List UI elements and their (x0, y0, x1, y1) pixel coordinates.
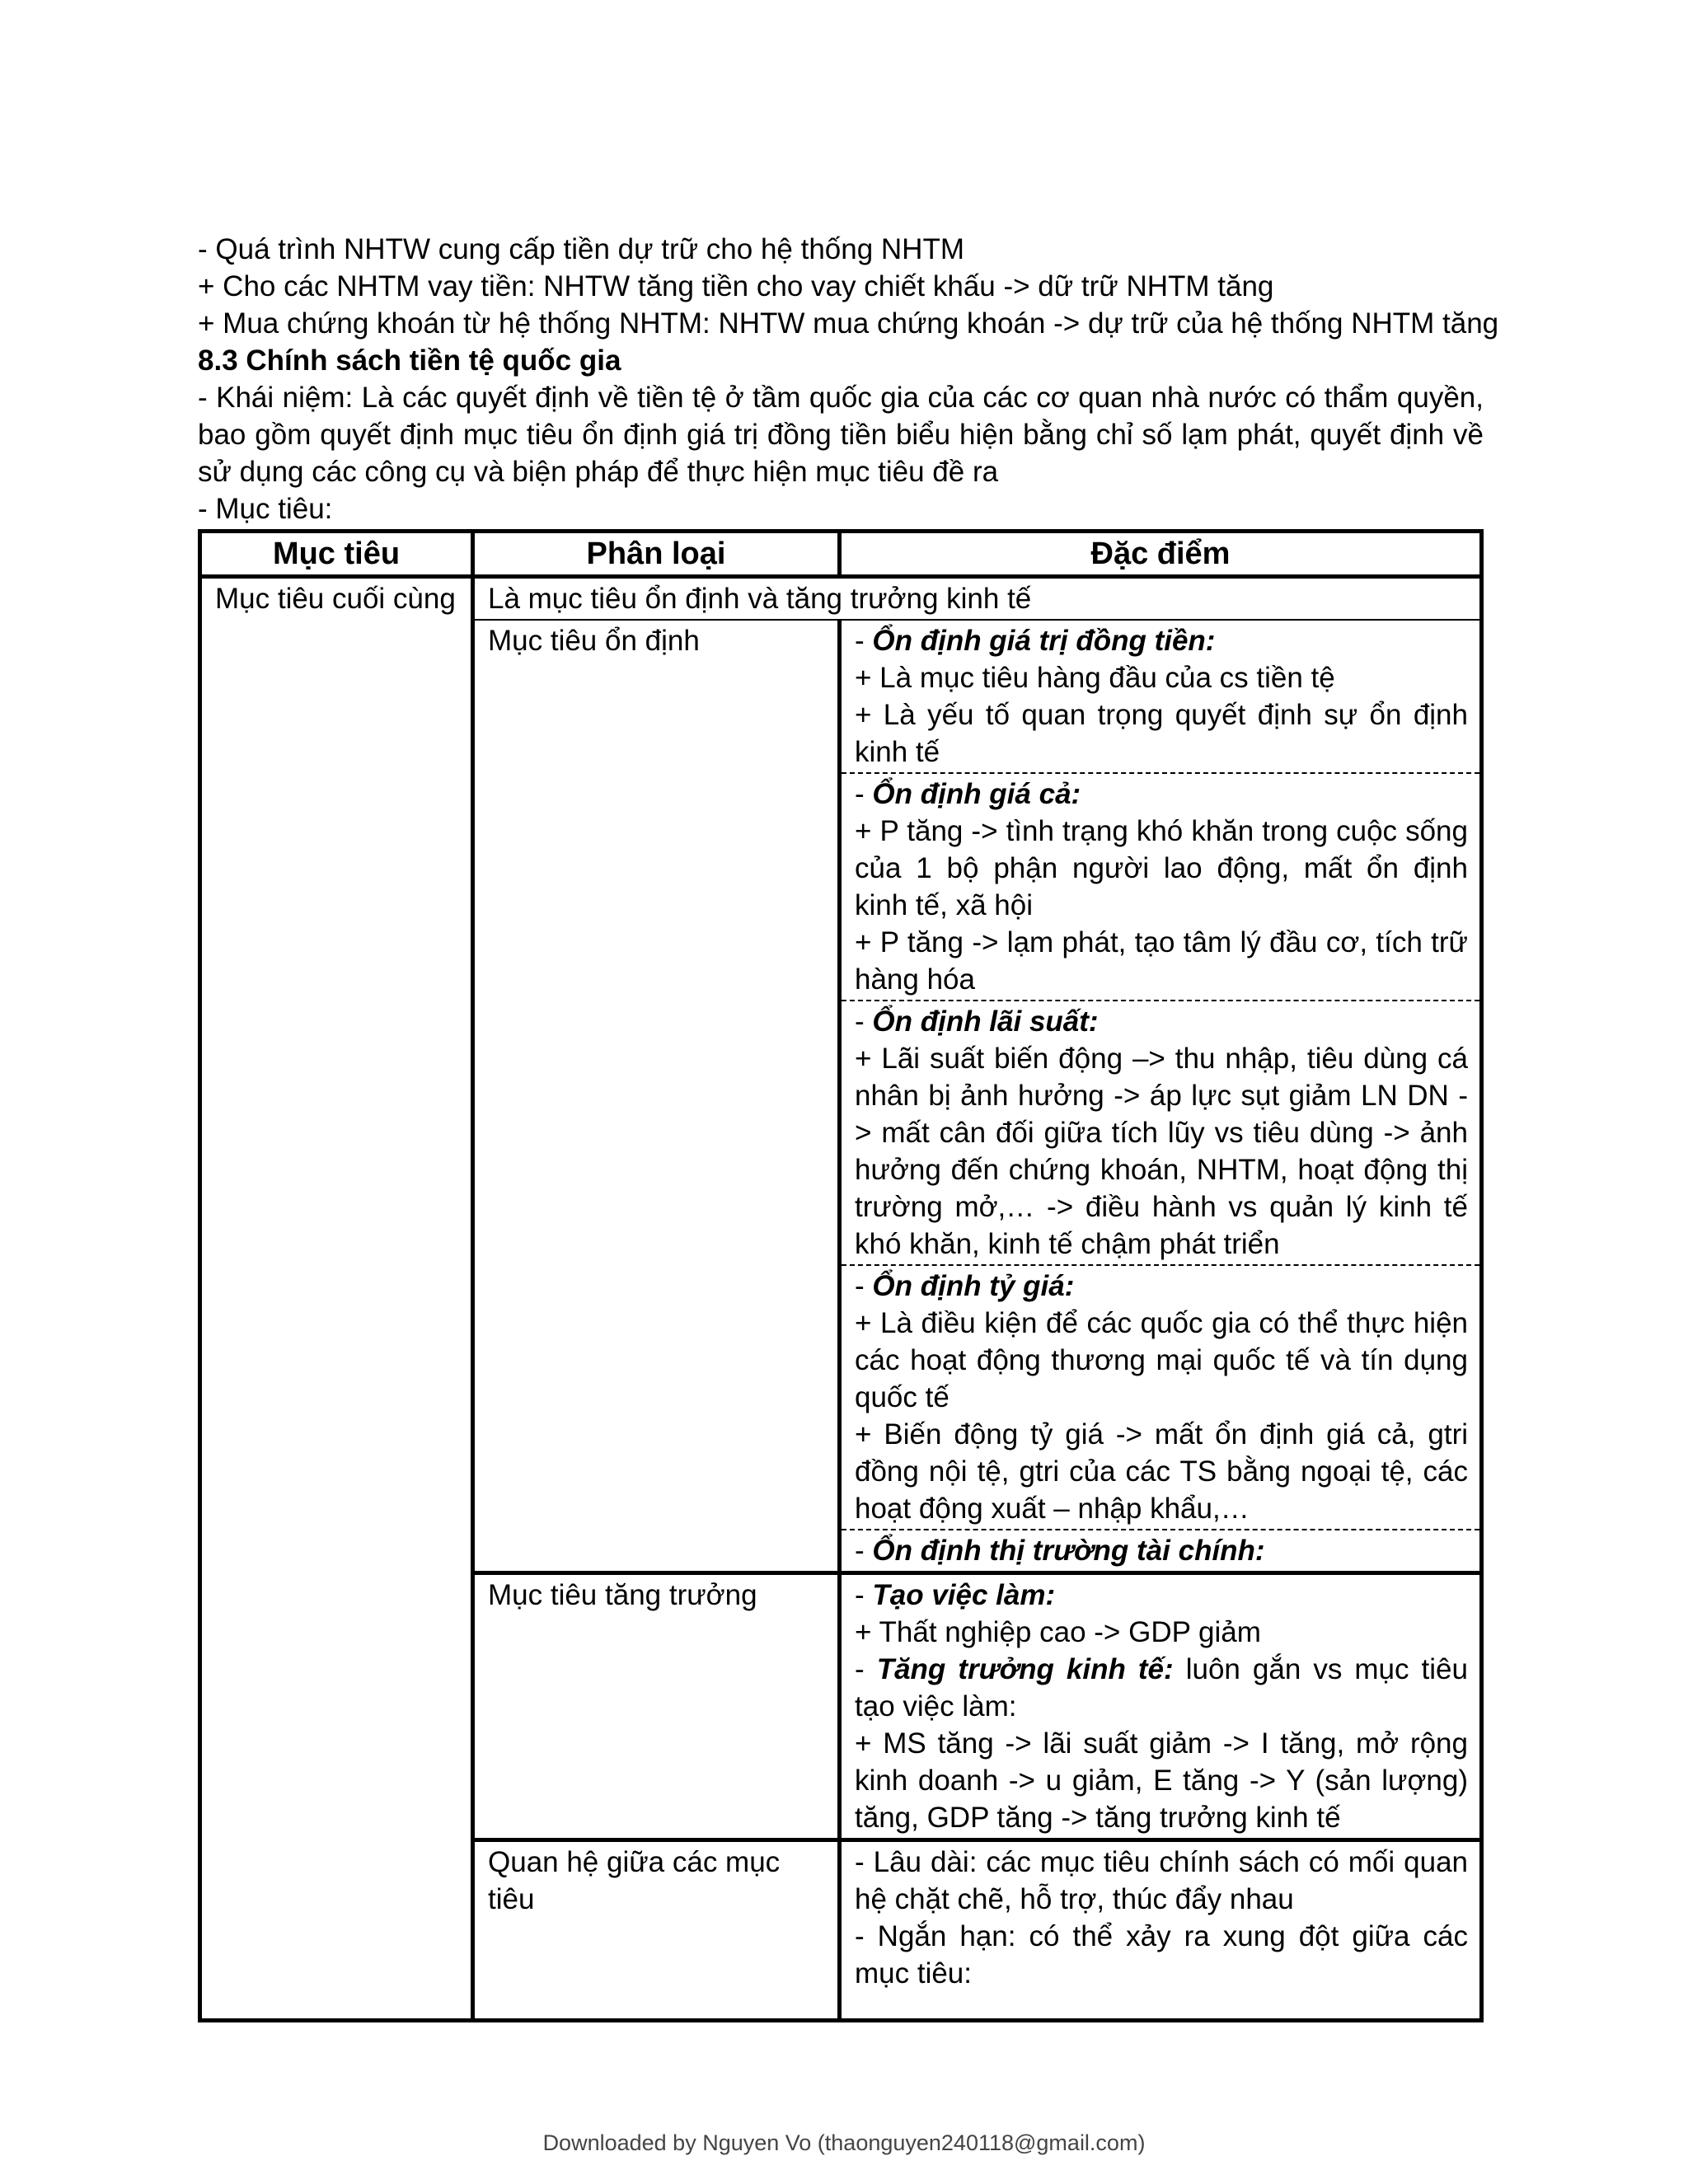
section-heading: 8.3 Chính sách tiền tệ quốc gia (198, 344, 621, 377)
intro-line-2: + Cho các NHTM vay tiền: NHTW tăng tiền cho vay chiết khấu -> dữ trữ NHTM tăng (198, 270, 1274, 302)
growth-goal-label: Mục tiêu tăng trưởng (473, 1573, 840, 1840)
stability-block-currency: - Ổn định giá trị đồng tiền: + Là mục tiêu hàng đầu của cs tiền tệ + Là yếu tố quan trọng quyết định sự ổn định kinh tế (855, 625, 1468, 768)
goals-table (198, 529, 1484, 2022)
header-characteristics: Đặc điểm (840, 532, 1482, 577)
table-header-row (200, 532, 1482, 577)
final-goal-desc: Là mục tiêu ổn định và tăng trưởng kinh tế (473, 577, 1482, 621)
goals-label: - Mục tiêu: (198, 493, 333, 525)
concept-paragraph: - Khái niệm: Là các quyết định về tiền tệ ở tầm quốc gia của các cơ quan nhà nước có thẩm quyền, bao gồm quyết định mục tiêu ổn định giá trị đồng tiền biểu hiện bằng chỉ số lạm phát, quyết định về sử dụng các công cụ và biện pháp để thực hiện mục tiêu đề ra (198, 382, 1484, 488)
stability-block-market: - Ổn định thị trường tài chính: (842, 1529, 1479, 1571)
table-row (200, 577, 1482, 621)
stability-block-exchange: - Ổn định tỷ giá: + Là điều kiện để các quốc gia có thể thực hiện các hoạt động thương mại quốc tế và tín dụng quốc tế + Biến động tỷ giá -> mất ổn định giá cả, gtri đồng nội tệ, gtri của các TS bằng ngoại tệ, các hoạt động xuất – nhập khẩu,… (842, 1264, 1479, 1529)
final-goal-cell (200, 577, 473, 2021)
header-goal: Mục tiêu (200, 532, 473, 577)
intro-line-3: + Mua chứng khoán từ hệ thống NHTM: NHTW mua chứng khoán -> dự trữ của hệ thống NHTM tăng (198, 307, 1499, 340)
relation-goal-details: - Lâu dài: các mục tiêu chính sách có mối quan hệ chặt chẽ, hỗ trợ, thúc đẩy nhau - Ngắn hạn: có thể xảy ra xung đột giữa các mục tiêu: (840, 1840, 1482, 2021)
stability-goal-details (840, 620, 1482, 1573)
download-footer: Downloaded by Nguyen Vo (thaonguyen240118@gmail.com) (542, 2130, 1146, 2155)
relation-goal-label: Quan hệ giữa các mục tiêu (473, 1840, 840, 2021)
final-goal-label: Mục tiêu cuối cùng (215, 583, 456, 615)
header-category: Phân loại (473, 532, 840, 577)
stability-goal-label: Mục tiêu ổn định (473, 620, 840, 1573)
document-page (198, 231, 1499, 2022)
intro-line-1: - Quá trình NHTW cung cấp tiền dự trữ cho hệ thống NHTM (198, 233, 964, 265)
stability-block-interest: - Ổn định lãi suất: + Lãi suất biến động –> thu nhập, tiêu dùng cá nhân bị ảnh hưởng -> áp lực sụt giảm LN DN -> mất cân đối giữa tích lũy vs tiêu dùng -> ảnh hưởng đến chứng khoán, NHTM, hoạt động thị trường mở,… -> điều hành vs quản lý kinh tế khó khăn, kinh tế chậm phát triển (842, 1000, 1479, 1264)
stability-block-prices: - Ổn định giá cả: + P tăng -> tình trạng khó khăn trong cuộc sống của 1 bộ phận người lao động, mất ổn định kinh tế, xã hội + P tăng -> lạm phát, tạo tâm lý đầu cơ, tích trữ hàng hóa (842, 772, 1479, 1000)
growth-goal-details: - Tạo việc làm: + Thất nghiệp cao -> GDP giảm - Tăng trưởng kinh tế: luôn gắn vs mục tiêu tạo việc làm: + MS tăng -> lãi suất giảm -> I tăng, mở rộng kinh doanh -> u giảm, E tăng -> Y (sản lượng) tăng, GDP tăng -> tăng trưởng kinh tế (840, 1573, 1482, 1840)
